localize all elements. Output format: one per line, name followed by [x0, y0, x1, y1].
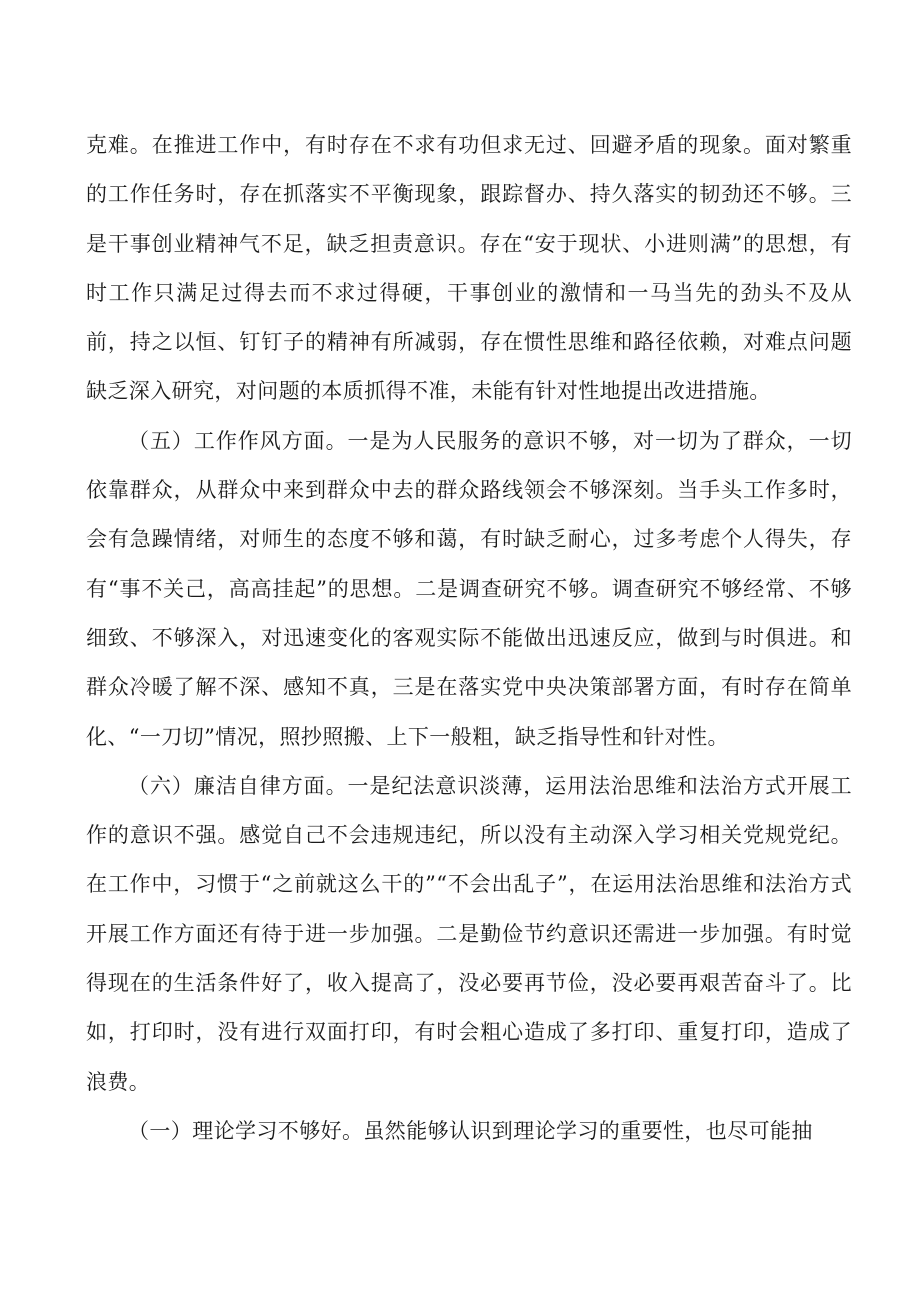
paragraph-integrity: （六）廉洁自律方面。一是纪法意识淡薄，运用法治思维和法治方式开展工作的意识不强。感觉自己不会违规违纪，所以没有主动深入学习相关党规党纪。在工作中，习惯于“之前就这么干的”“不会出乱子”，在运用法治思维和法治方式开展工作方面还有待于进一步加强。二是勤俭节约意识还需进一步加强。有时觉得现在的生活条件好了，收入提高了，没必要再节俭，没必要再艰苦奋斗了。比如，打印时，没有进行双面打印，有时会粗心造成了多打印、重复打印，造成了浪费。 — [86, 773, 852, 1094]
paragraph-work-style: （五）工作作风方面。一是为人民服务的意识不够，对一切为了群众，一切依靠群众，从群众中来到群众中去的群众路线领会不够深刻。当手头工作多时，会有急躁情绪，对师生的态度不够和蔼，有时缺乏耐心，过多考虑个人得失，存有“事不关己，高高挂起”的思想。二是调查研究不够。调查研究不够经常、不够细致、不够深入，对迅速变化的客观实际不能做出迅速反应，做到与时俱进。和群众冷暖了解不深、感知不真，三是在落实党中央决策部署方面，有时存在简单化、“一刀切”情况，照抄照搬、上下一般粗，缺乏指导性和针对性。 — [86, 428, 852, 749]
paragraph-continuation: 克难。在推进工作中，有时存在不求有功但求无过、回避矛盾的现象。面对繁重的工作任务时，存在抓落实不平衡现象，跟踪督办、持久落实的韧劲还不够。三是干事创业精神气不足，缺乏担责意识。存在“安于现状、小进则满”的思想，有时工作只满足过得去而不求过得硬，干事创业的激情和一马当先的劲头不及从前，持之以恒、钉钉子的精神有所减弱，存在惯性思维和路径依赖，对难点问题缺乏深入研究，对问题的本质抓得不准，未能有针对性地提出改进措施。 — [86, 133, 852, 404]
document-body — [86, 121, 852, 1156]
paragraph-theory-study: （一）理论学习不够好。虽然能够认识到理论学习的重要性，也尽可能抽 — [128, 1118, 813, 1143]
